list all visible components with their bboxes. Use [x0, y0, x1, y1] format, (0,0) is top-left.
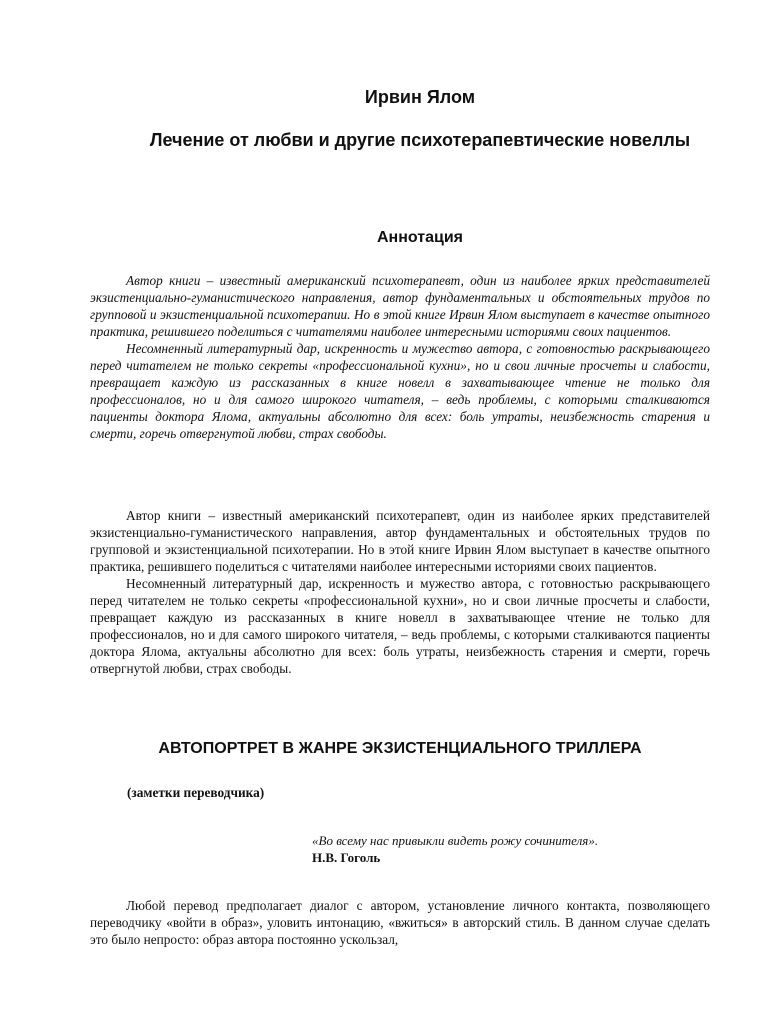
book-author: Ирвин Ялом: [364, 87, 476, 107]
chapter-body: [90, 897, 710, 948]
annotation-heading: Аннотация: [377, 229, 463, 246]
epigraph-source: Н.В. Гоголь: [312, 850, 381, 865]
epigraph: [312, 832, 598, 866]
annotation-italic-paragraph-2: Несомненный литературный дар, искренность и мужество автора, с готовностью раскрывающего перед читателем не только секреты «профессиональной кухни», но и свои личные просчеты и слабости, превращает каждую из рассказанных в книге новелл в захватывающее чтение не только для профессионалов, но и для самого широкого читателя, – ведь проблемы, с которыми сталкиваются пациенты доктора Ялома, актуальны абсолютно для всех: боль утраты, неизбежность старения и смерти, горечь отвергнутой любви, страх свободы.: [90, 341, 710, 441]
translator-note: (заметки переводчика): [127, 785, 265, 800]
chapter-heading: АВТОПОРТРЕТ В ЖАНРЕ ЭКЗИСТЕНЦИАЛЬНОГО ТРИЛЛЕРА: [158, 740, 642, 757]
epigraph-quote: «Во всему нас привыкли видеть рожу сочинителя».: [312, 833, 599, 848]
book-title: Лечение от любви и другие психотерапевтические новеллы: [149, 130, 691, 150]
annotation-plain-paragraph-1: Автор книги – известный американский психотерапевт, один из наиболее ярких представителей экзистенциально-гуманистического направления, автор фундаментальных и обстоятельных трудов по групповой и экзистенциальной психотерапии. Но в этой книге Ирвин Ялом выступает в качестве опытного практика, решившего поделиться с читателями наиболее интересными историями своих пациентов.: [90, 508, 710, 574]
annotation-plain: [90, 507, 710, 677]
annotation-italic: [90, 272, 710, 442]
annotation-italic-paragraph-1: Автор книги – известный американский психотерапевт, один из наиболее ярких представителей экзистенциально-гуманистического направления, автор фундаментальных и обстоятельных трудов по групповой и экзистенциальной психотерапии. Но в этой книге Ирвин Ялом выступает в качестве опытного практика, решившего поделиться с читателями наиболее интересными историями своих пациентов.: [90, 273, 710, 339]
chapter-paragraph-1: Любой перевод предполагает диалог с автором, установление личного контакта, позволяющего переводчику «войти в образ», уловить интонацию, «вжиться» в авторский стиль. В данном случае сделать это было непросто: образ автора постоянно ускользал,: [90, 898, 710, 947]
annotation-plain-paragraph-2: Несомненный литературный дар, искренность и мужество автора, с готовностью раскрывающего перед читателем не только секреты «профессиональной кухни», но и свои личные просчеты и слабости, превращает каждую из рассказанных в книге новелл в захватывающее чтение не только для профессионалов, но и для самого широкого читателя, – ведь проблемы, с которыми сталкиваются пациенты доктора Ялома, актуальны абсолютно для всех: боль утраты, неизбежность старения и смерти, горечь отвергнутой любви, страх свободы.: [90, 576, 710, 676]
